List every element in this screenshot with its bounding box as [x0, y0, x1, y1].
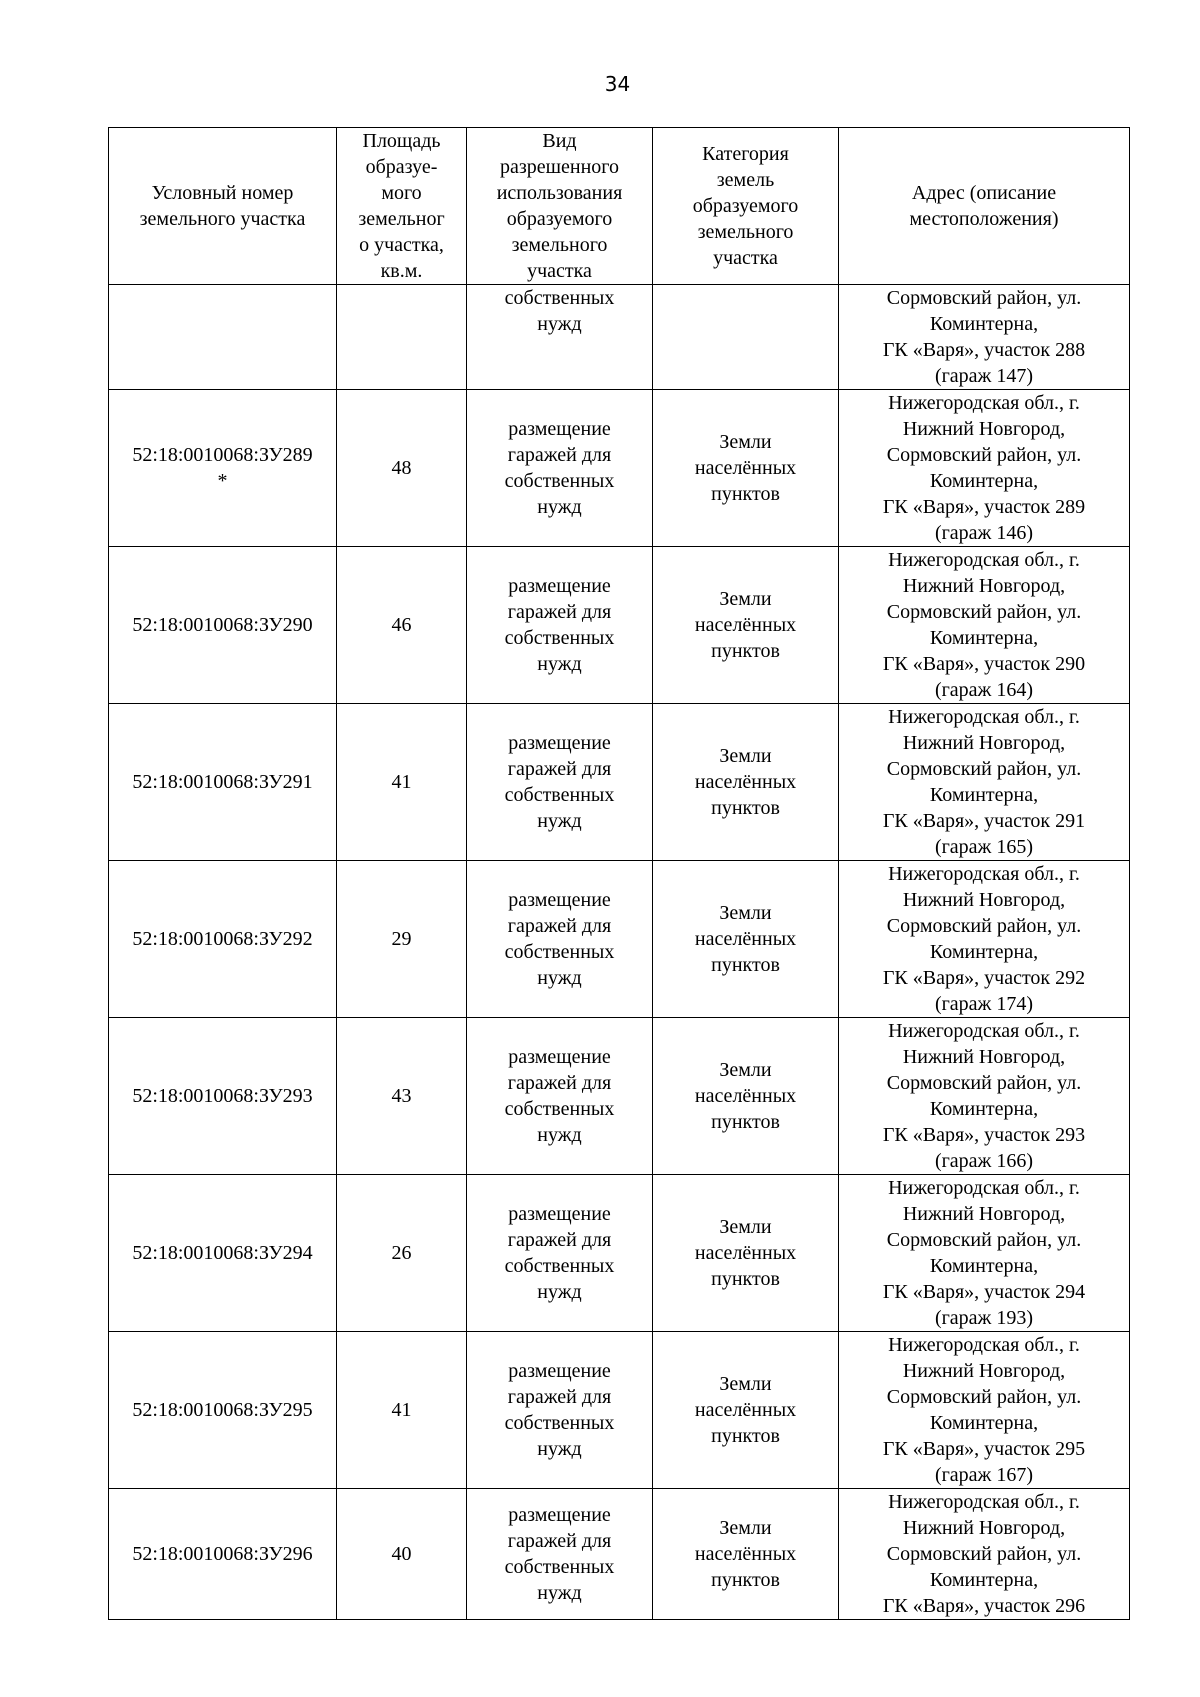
- cell-number: 52:18:0010068:ЗУ290: [109, 547, 337, 704]
- cell-address: Нижегородская обл., г. Нижний Новгород, Сормовский район, ул. Коминтерна, ГК «Варя», участок 295 (гараж 167): [839, 1332, 1130, 1489]
- cell-number: 52:18:0010068:ЗУ296: [109, 1489, 337, 1620]
- cell-number: 52:18:0010068:ЗУ291: [109, 704, 337, 861]
- cell-category: Земли населённых пунктов: [653, 390, 839, 547]
- cell-use: размещение гаражей для собственных нужд: [467, 704, 653, 861]
- cell-number: [109, 285, 337, 390]
- page-number: 34: [604, 72, 631, 96]
- cell-category: Земли населённых пунктов: [653, 1175, 839, 1332]
- cell-address: Нижегородская обл., г. Нижний Новгород, Сормовский район, ул. Коминтерна, ГК «Варя», участок 291 (гараж 165): [839, 704, 1130, 861]
- table-header-row: [109, 128, 1130, 285]
- cell-use: размещение гаражей для собственных нужд: [467, 1332, 653, 1489]
- cell-address: Нижегородская обл., г. Нижний Новгород, Сормовский район, ул. Коминтерна, ГК «Варя», участок 294 (гараж 193): [839, 1175, 1130, 1332]
- cell-area: 40: [337, 1489, 467, 1620]
- cell-number: 52:18:0010068:ЗУ292: [109, 861, 337, 1018]
- cell-area: 46: [337, 547, 467, 704]
- header-use: Вид разрешенного использования образуемого земельного участка: [467, 128, 653, 285]
- table-row: [109, 547, 1130, 704]
- cell-number: 52:18:0010068:ЗУ294: [109, 1175, 337, 1332]
- cell-use: собственных нужд: [467, 285, 653, 390]
- cell-address: Сормовский район, ул. Коминтерна, ГК «Варя», участок 288 (гараж 147): [839, 285, 1130, 390]
- cell-area: 43: [337, 1018, 467, 1175]
- cell-use: размещение гаражей для собственных нужд: [467, 1018, 653, 1175]
- header-number: Условный номер земельного участка: [109, 128, 337, 285]
- cell-category: Земли населённых пунктов: [653, 704, 839, 861]
- cell-number: 52:18:0010068:ЗУ293: [109, 1018, 337, 1175]
- cell-address: Нижегородская обл., г. Нижний Новгород, Сормовский район, ул. Коминтерна, ГК «Варя», участок 293 (гараж 166): [839, 1018, 1130, 1175]
- cell-area: 41: [337, 1332, 467, 1489]
- continuation-row: [109, 285, 1130, 390]
- cell-category: Земли населённых пунктов: [653, 861, 839, 1018]
- table-row: [109, 390, 1130, 547]
- table-row: [109, 1175, 1130, 1332]
- header-address: Адрес (описание местоположения): [839, 128, 1130, 285]
- header-category: Категория земель образуемого земельного участка: [653, 128, 839, 285]
- table-row: [109, 1489, 1130, 1620]
- cell-category: Земли населённых пунктов: [653, 547, 839, 704]
- table-row: [109, 861, 1130, 1018]
- cell-category: Земли населённых пунктов: [653, 1489, 839, 1620]
- table-row: [109, 1332, 1130, 1489]
- land-plots-table: [108, 127, 1130, 1620]
- cell-address: Нижегородская обл., г. Нижний Новгород, Сормовский район, ул. Коминтерна, ГК «Варя», участок 290 (гараж 164): [839, 547, 1130, 704]
- cell-area: 48: [337, 390, 467, 547]
- table-row: [109, 1018, 1130, 1175]
- cell-area: 41: [337, 704, 467, 861]
- cell-category: Земли населённых пунктов: [653, 1018, 839, 1175]
- header-area: Площадь образуе- мого земельног о участка, кв.м.: [337, 128, 467, 285]
- cell-area: 29: [337, 861, 467, 1018]
- cell-use: размещение гаражей для собственных нужд: [467, 547, 653, 704]
- cell-address: Нижегородская обл., г. Нижний Новгород, Сормовский район, ул. Коминтерна, ГК «Варя», участок 292 (гараж 174): [839, 861, 1130, 1018]
- cell-area: 26: [337, 1175, 467, 1332]
- table-row: [109, 704, 1130, 861]
- cell-use: размещение гаражей для собственных нужд: [467, 390, 653, 547]
- cell-use: размещение гаражей для собственных нужд: [467, 1175, 653, 1332]
- cell-number: 52:18:0010068:ЗУ295: [109, 1332, 337, 1489]
- cell-address: Нижегородская обл., г. Нижний Новгород, Сормовский район, ул. Коминтерна, ГК «Варя», участок 289 (гараж 146): [839, 390, 1130, 547]
- cell-category: Земли населённых пунктов: [653, 1332, 839, 1489]
- cell-number: 52:18:0010068:ЗУ289 *: [109, 390, 337, 547]
- cell-use: размещение гаражей для собственных нужд: [467, 861, 653, 1018]
- cell-category: [653, 285, 839, 390]
- cell-use: размещение гаражей для собственных нужд: [467, 1489, 653, 1620]
- cell-area: [337, 285, 467, 390]
- cell-address: Нижегородская обл., г. Нижний Новгород, Сормовский район, ул. Коминтерна, ГК «Варя», участок 296: [839, 1489, 1130, 1620]
